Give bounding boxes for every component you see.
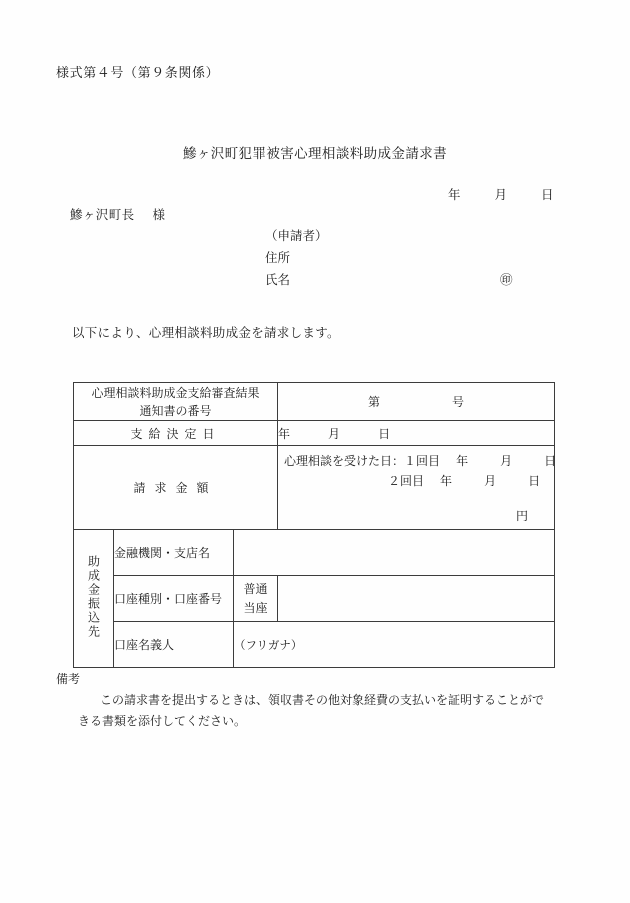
consultation-first-year: 年 [456,454,469,468]
table-row [74,421,555,446]
date-year-label: 年 [448,187,461,202]
table-row [74,530,555,576]
consultation-first-month: 月 [500,454,513,468]
consultation-second-month: 月 [484,474,497,488]
decision-date-value-cell[interactable] [278,421,555,446]
decision-date-year: 年 [278,426,291,441]
account-type-options[interactable] [234,576,278,622]
seal-icon: ㊞ [500,272,513,287]
consultation-date-second [388,472,540,489]
addressee [70,205,165,223]
decision-date-month: 月 [328,426,341,441]
addressee-name: 鰺ヶ沢町長 [70,207,135,222]
table-row [74,622,555,668]
furigana-label: （フリガナ） [234,637,303,652]
decision-date-day: 日 [378,426,391,441]
applicant-name-row [265,269,513,291]
account-type-touza[interactable]: 当座 [243,600,268,615]
account-holder-value-cell[interactable] [234,622,555,668]
remarks-body: この請求書を提出するときは、領収書その他対象経費の支払いを証明することができる書類を添付してください。 [78,693,545,728]
bank-transfer-vertical-label: 助成金振込先 [74,530,114,668]
consultation-date-first [284,452,556,469]
remarks-title: 備考 [56,672,81,686]
claim-table [73,382,555,668]
date-day-label: 日 [541,187,554,202]
bank-branch-value-cell[interactable] [234,530,555,576]
date-line [448,185,554,203]
account-number-value-cell[interactable] [278,576,555,622]
request-statement: 以下により、心理相談料助成金を請求します。 [72,325,340,340]
table-row [74,446,555,530]
form-number: 様式第４号（第９条関係） [56,66,220,81]
consultation-second-label: ２回目 [388,474,425,488]
applicant-name-label: 氏名 [265,272,291,287]
consultation-first-day: 日 [544,454,557,468]
claim-amount-label: 請求金額 [74,446,278,530]
table-row [74,576,555,622]
notice-number-value-cell[interactable] [278,383,555,421]
account-type-futsuu[interactable]: 普通 [243,581,268,596]
notice-number-label-line1: 心理相談料助成金支給審査結果 [91,385,260,400]
applicant-block [265,225,513,291]
account-holder-label: 口座名義人 [114,622,234,668]
consultation-first-label: １回目 [404,454,441,468]
decision-date-label: 支給決定日 [74,421,278,446]
consultation-second-day: 日 [528,474,541,488]
bank-branch-label: 金融機関・支店名 [114,530,234,576]
consultation-label: 心理相談を受けた日： [284,454,405,468]
table-row [74,383,555,421]
page-title: 鰺ヶ沢町犯罪被害心理相談料助成金請求書 [182,146,448,162]
account-type-number-label: 口座種別・口座番号 [114,576,234,622]
notice-number-prefix: 第 [368,395,381,409]
notice-number-label-cell [74,383,278,421]
consultation-second-year: 年 [440,474,453,488]
notice-number-label-line2: 通知書の番号 [139,403,212,418]
notice-number-suffix: 号 [452,395,465,409]
date-month-label: 月 [494,187,508,202]
currency-unit: 円 [516,509,529,523]
addressee-honorific: 様 [152,207,166,222]
applicant-address-label: 住所 [265,250,291,265]
claim-amount-value-cell[interactable] [278,446,555,530]
applicant-heading: （申請者） [265,228,328,243]
